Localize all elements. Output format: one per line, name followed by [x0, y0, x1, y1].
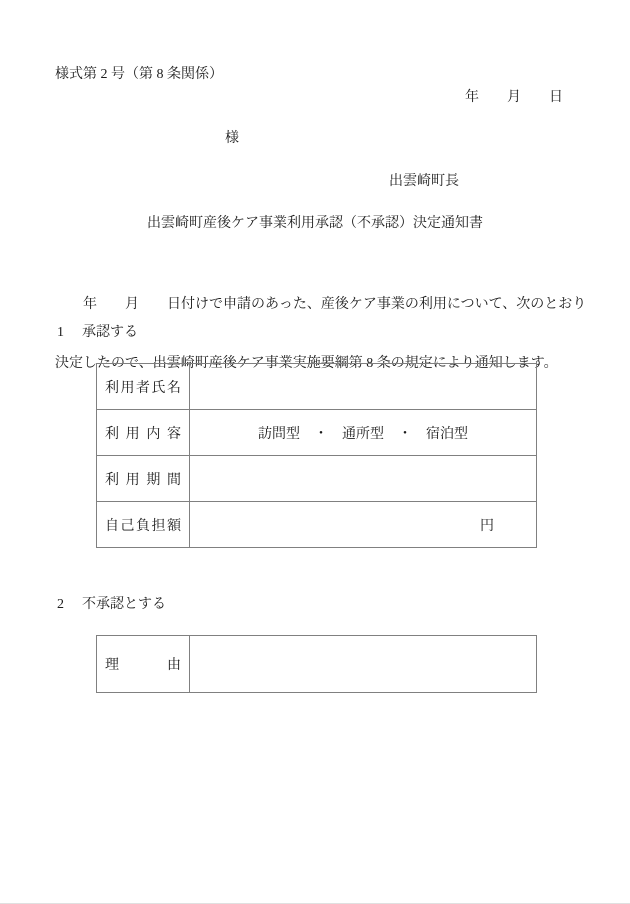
row-label: 理由: [105, 658, 181, 673]
row-label-cell: [97, 502, 190, 548]
self-payment-value-cell: 円: [190, 502, 537, 548]
row-label-cell: [97, 636, 190, 693]
sender-title: 出雲崎町長: [389, 174, 459, 189]
section-1-heading: [57, 324, 138, 342]
table-row: [97, 364, 537, 410]
row-label: 利用期間: [105, 472, 181, 488]
section-1-label: 承認する: [82, 325, 138, 340]
row-label-cell: [97, 410, 190, 456]
section-1-number: 1: [57, 325, 64, 340]
use-period-value-cell: [190, 456, 537, 502]
row-label: 利用者氏名: [105, 380, 181, 396]
table-row: [97, 502, 537, 548]
document-title: 出雲崎町産後ケア事業利用承認（不承認）決定通知書: [147, 216, 483, 231]
user-name-value-cell: [190, 364, 537, 410]
row-label-cell: [97, 456, 190, 502]
section-2-label: 不承認とする: [82, 597, 166, 612]
approval-table: [96, 363, 537, 548]
row-label-cell: [97, 364, 190, 410]
service-type-value-cell: 訪問型 ・ 通所型 ・ 宿泊型: [190, 410, 537, 456]
section-2-heading: [57, 596, 166, 614]
table-row: [97, 410, 537, 456]
reason-value-cell: [190, 636, 537, 693]
issue-date-line: 年 月 日: [465, 90, 563, 105]
row-label: 利用内容: [105, 426, 181, 442]
form-number: 様式第 2 号（第 8 条関係）: [55, 67, 223, 82]
rejection-table: [96, 635, 537, 693]
section-2-number: 2: [57, 597, 64, 612]
body-line-2: 決定したので、出雲崎町産後ケア事業実施要綱第 8 条の規定により通知します。: [55, 355, 558, 371]
table-row: [97, 456, 537, 502]
row-label: 自己負担額: [105, 518, 181, 534]
body-line-1: 年 月 日付けで申請のあった、産後ケア事業の利用について、次のとおり: [55, 297, 587, 312]
addressee-suffix: 様: [225, 131, 239, 146]
table-row: [97, 636, 537, 693]
